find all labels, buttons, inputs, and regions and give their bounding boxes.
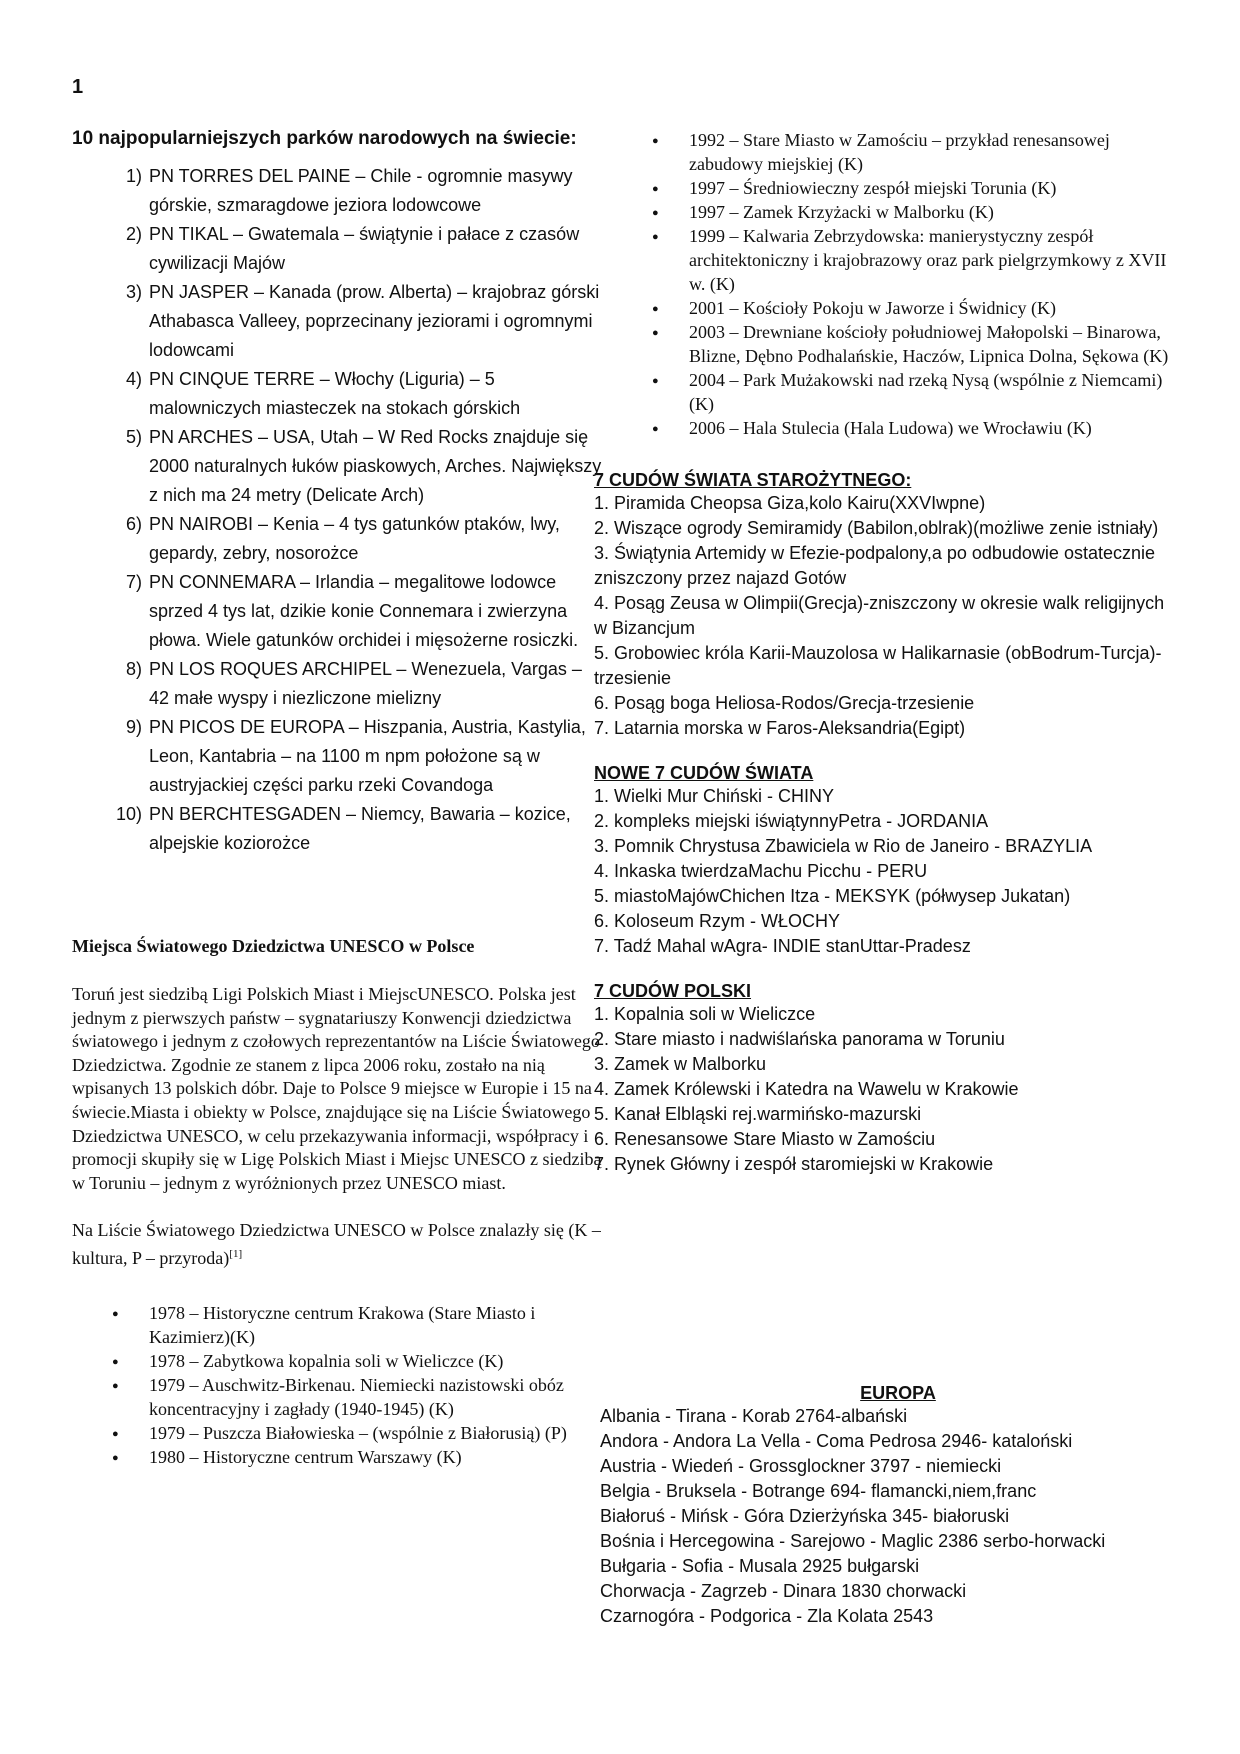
list-item: ● 1997 – Średniowieczny zespół miejski Torunia (K): [612, 176, 1176, 200]
unesco-list-right: [612, 128, 1176, 440]
list-item: ● 1980 – Historyczne centrum Warszawy (K): [72, 1445, 602, 1469]
list-item: 4) PN CINQUE TERRE – Włochy (Liguria) – 5 malowniczych miasteczek na stokach górskich: [125, 369, 521, 418]
list-item: 1. Wielki Mur Chiński - CHINY: [594, 786, 835, 806]
list-item: ● 1999 – Kalwaria Zebrzydowska: manierystyczny zespół architektoniczny i krajobrazowy oraz park pielgrzymkowy z XVII w. (K): [612, 224, 1176, 296]
unesco-list-left: [72, 1301, 602, 1469]
list-item: 8) PN LOS ROQUES ARCHIPEL – Wenezuela, Vargas – 42 małe wyspy i niezliczone mielizny: [125, 659, 582, 708]
page-number: 1: [72, 76, 84, 98]
list-item: 7. Rynek Główny i zespół staromiejski w Krakowie: [594, 1154, 994, 1174]
list-item: ● 1978 – Zabytkowa kopalnia soli w Wieliczce (K): [72, 1349, 602, 1373]
europe-section: [600, 1383, 1196, 1629]
list-item: ● 2004 – Park Mużakowski nad rzeką Nysą (wspólnie z Niemcami) (K): [612, 368, 1176, 416]
list-item: ● 2006 – Hala Stulecia (Hala Ludowa) we Wrocławiu (K): [612, 416, 1176, 440]
list-item: 3. Zamek w Malborku: [594, 1054, 767, 1074]
list-item: 7. Tadź Mahal wAgra- INDIE stanUttar-Pradesz: [594, 936, 971, 956]
list-item: ● 1997 – Zamek Krzyżacki w Malborku (K): [612, 200, 1176, 224]
list-item: 7. Latarnia morska w Faros-Aleksandria(Egipt): [594, 718, 966, 738]
footnote-ref[interactable]: [1]: [229, 1247, 243, 1260]
list-item: Andora - Andora La Vella - Coma Pedrosa 2946- kataloński: [600, 1431, 1073, 1451]
list-item: 7) PN CONNEMARA – Irlandia – megalitowe lodowce sprzed 4 tys lat, dzikie konie Connemara i zwierzyna płowa. Wiele gatunków orchidei i mięsożerne rosiczki.: [125, 572, 579, 650]
list-item: ● 1979 – Puszcza Białowieska – (wspólnie z Białorusią) (P): [72, 1421, 602, 1445]
list-item: 6) PN NAIROBI – Kenia – 4 tys gatunków ptaków, lwy, gepardy, zebry, nosorożce: [125, 514, 560, 563]
list-item: 10) PN BERCHTESGADEN – Niemcy, Bawaria – kozice, alpejskie koziorożce: [115, 804, 571, 853]
list-item: 5. Kanał Elbląski rej.warmińsko-mazurski: [594, 1104, 922, 1124]
list-item: Bułgaria - Sofia - Musala 2925 bułgarski: [600, 1556, 920, 1576]
unesco-title: Miejsca Światowego Dziedzictwa UNESCO w Polsce: [72, 936, 475, 956]
parks-list: [72, 162, 602, 858]
new-wonders-heading: NOWE 7 CUDÓW ŚWIATA: [594, 763, 814, 783]
list-item: 5) PN ARCHES – USA, Utah – W Red Rocks znajduje się 2000 naturalnych łuków piaskowych, Arches. Największy z nich ma 24 metry (Delicate Arch): [125, 427, 602, 505]
list-item: 5. miastoMajówChichen Itza - MEKSYK (półwysep Jukatan): [594, 886, 1071, 906]
list-item: 2. Wiszące ogrody Semiramidy (Babilon,oblrak)(możliwe zenie istniały): [594, 518, 1159, 538]
list-item: 4. Zamek Królewski i Katedra na Wawelu w Krakowie: [594, 1079, 1019, 1099]
poland-wonders-heading: 7 CUDÓW POLSKI: [594, 981, 752, 1001]
list-item: 9) PN PICOS DE EUROPA – Hiszpania, Austria, Kastylia, Leon, Kantabria – na 1100 m npm położone są w austryjackiej części parku rzeki Covandoga: [125, 717, 586, 795]
list-item: ● 1978 – Historyczne centrum Krakowa (Stare Miasto i Kazimierz)(K): [72, 1301, 602, 1349]
list-item: 4. Posąg Zeusa w Olimpii(Grecja)-zniszczony w okresie walk religijnych w Bizancjum: [594, 593, 1165, 638]
list-item: 3. Świątynia Artemidy w Efezie-podpalony,a po odbudowie ostatecznie zniszczony przez najazd Gotów: [594, 543, 1155, 588]
unesco-intro: Na Liście Światowego Dziedzictwa UNESCO w Polsce znalazły się (K – kultura, P – przyroda)[1]: [72, 1220, 601, 1268]
list-item: Bośnia i Hercegowina - Sarejowo - Maglic 2386 serbo-horwacki: [600, 1531, 1106, 1551]
list-item: 2) PN TIKAL – Gwatemala – świątynie i pałace z czasów cywilizacji Majów: [125, 224, 580, 273]
list-item: Albania - Tirana - Korab 2764-albański: [600, 1406, 908, 1426]
list-item: 5. Grobowiec króla Karii-Mauzolosa w Halikarnasie (obBodrum-Turcja)-trzesienie: [594, 643, 1162, 688]
new-wonders-list: [594, 784, 1176, 959]
list-item: 6. Posąg boga Heliosa-Rodos/Grecja-trzesienie: [594, 693, 975, 713]
right-column: [594, 128, 1176, 1177]
list-item: Chorwacja - Zagrzeb - Dinara 1830 chorwacki: [600, 1581, 967, 1601]
europe-heading: EUROPA: [860, 1383, 936, 1403]
list-item: 1) PN TORRES DEL PAINE – Chile - ogromnie masywy górskie, szmaragdowe jeziora lodowcowe: [125, 166, 573, 215]
list-item: Belgia - Bruksela - Botrange 694- flamancki,niem,franc: [600, 1481, 1037, 1501]
list-item: 3. Pomnik Chrystusa Zbawiciela w Rio de Janeiro - BRAZYLIA: [594, 836, 1093, 856]
list-item: 2. kompleks miejski iświątynnyPetra - JORDANIA: [594, 811, 989, 831]
list-item: ● 1979 – Auschwitz-Birkenau. Niemiecki nazistowski obóz koncentracyjny i zagłady (1940-1945) (K): [72, 1373, 602, 1421]
list-item: 1. Piramida Cheopsa Giza,kolo Kairu(XXVIwpne): [594, 493, 986, 513]
list-item: ● 1992 – Stare Miasto w Zamościu – przykład renesansowej zabudowy miejskiej (K): [612, 128, 1176, 176]
unesco-paragraph: Toruń jest siedzibą Ligi Polskich Miast i MiejscUNESCO. Polska jest jednym z pierwszych państw – sygnatariuszy Konwencji dziedzictwa światowego i jednym z czołowych reprezentantów na Liście Światowego Dziedzictwa. Zgodnie ze stanem z lipca 2006 roku, zostało na nią wpisanych 13 polskich dóbr. Daje to Polsce 9 miejsce w Europie i 15 na świecie.Miasta i obiekty w Polsce, znajdujące się na Liście Światowego Dziedzictwa UNESCO, w celu przekazywania informacji, współpracy i promocji skupiły się w Ligę Polskich Miast i Miejsc UNESCO z siedzibą w Toruniu – jednym z wyróżnionych przez UNESCO miast.: [72, 984, 602, 1193]
list-item: Białoruś - Mińsk - Góra Dzierżyńska 345- białoruski: [600, 1506, 1010, 1526]
list-item: 6. Renesansowe Stare Miasto w Zamościu: [594, 1129, 936, 1149]
list-item: 6. Koloseum Rzym - WŁOCHY: [594, 911, 841, 931]
europe-list: [600, 1404, 1196, 1629]
list-item: Czarnogóra - Podgorica - Zla Kolata 2543: [600, 1606, 934, 1626]
list-item: ● 2001 – Kościoły Pokoju w Jaworze i Świdnicy (K): [612, 296, 1176, 320]
parks-heading: 10 najpopularniejszych parków narodowych na świecie:: [72, 128, 577, 149]
list-item: 2. Stare miasto i nadwiślańska panorama w Toruniu: [594, 1029, 1005, 1049]
list-item: ● 2003 – Drewniane kościoły południowej Małopolski – Binarowa, Blizne, Dębno Podhalańskie, Haczów, Lipnica Dolna, Sękowa (K): [612, 320, 1176, 368]
list-item: 4. Inkaska twierdzaMachu Picchu - PERU: [594, 861, 928, 881]
ancient-wonders-heading: 7 CUDÓW ŚWIATA STAROŻYTNEGO:: [594, 470, 912, 490]
list-item: Austria - Wiedeń - Grossglockner 3797 - niemiecki: [600, 1456, 1002, 1476]
list-item: 3) PN JASPER – Kanada (prow. Alberta) – krajobraz górski Athabasca Valleey, poprzecinany jeziorami i ogromnymi lodowcami: [125, 282, 600, 360]
left-column: [72, 128, 602, 1469]
list-item: 1. Kopalnia soli w Wieliczce: [594, 1004, 816, 1024]
poland-wonders-list: [594, 1002, 1176, 1177]
ancient-wonders-list: [594, 491, 1176, 741]
